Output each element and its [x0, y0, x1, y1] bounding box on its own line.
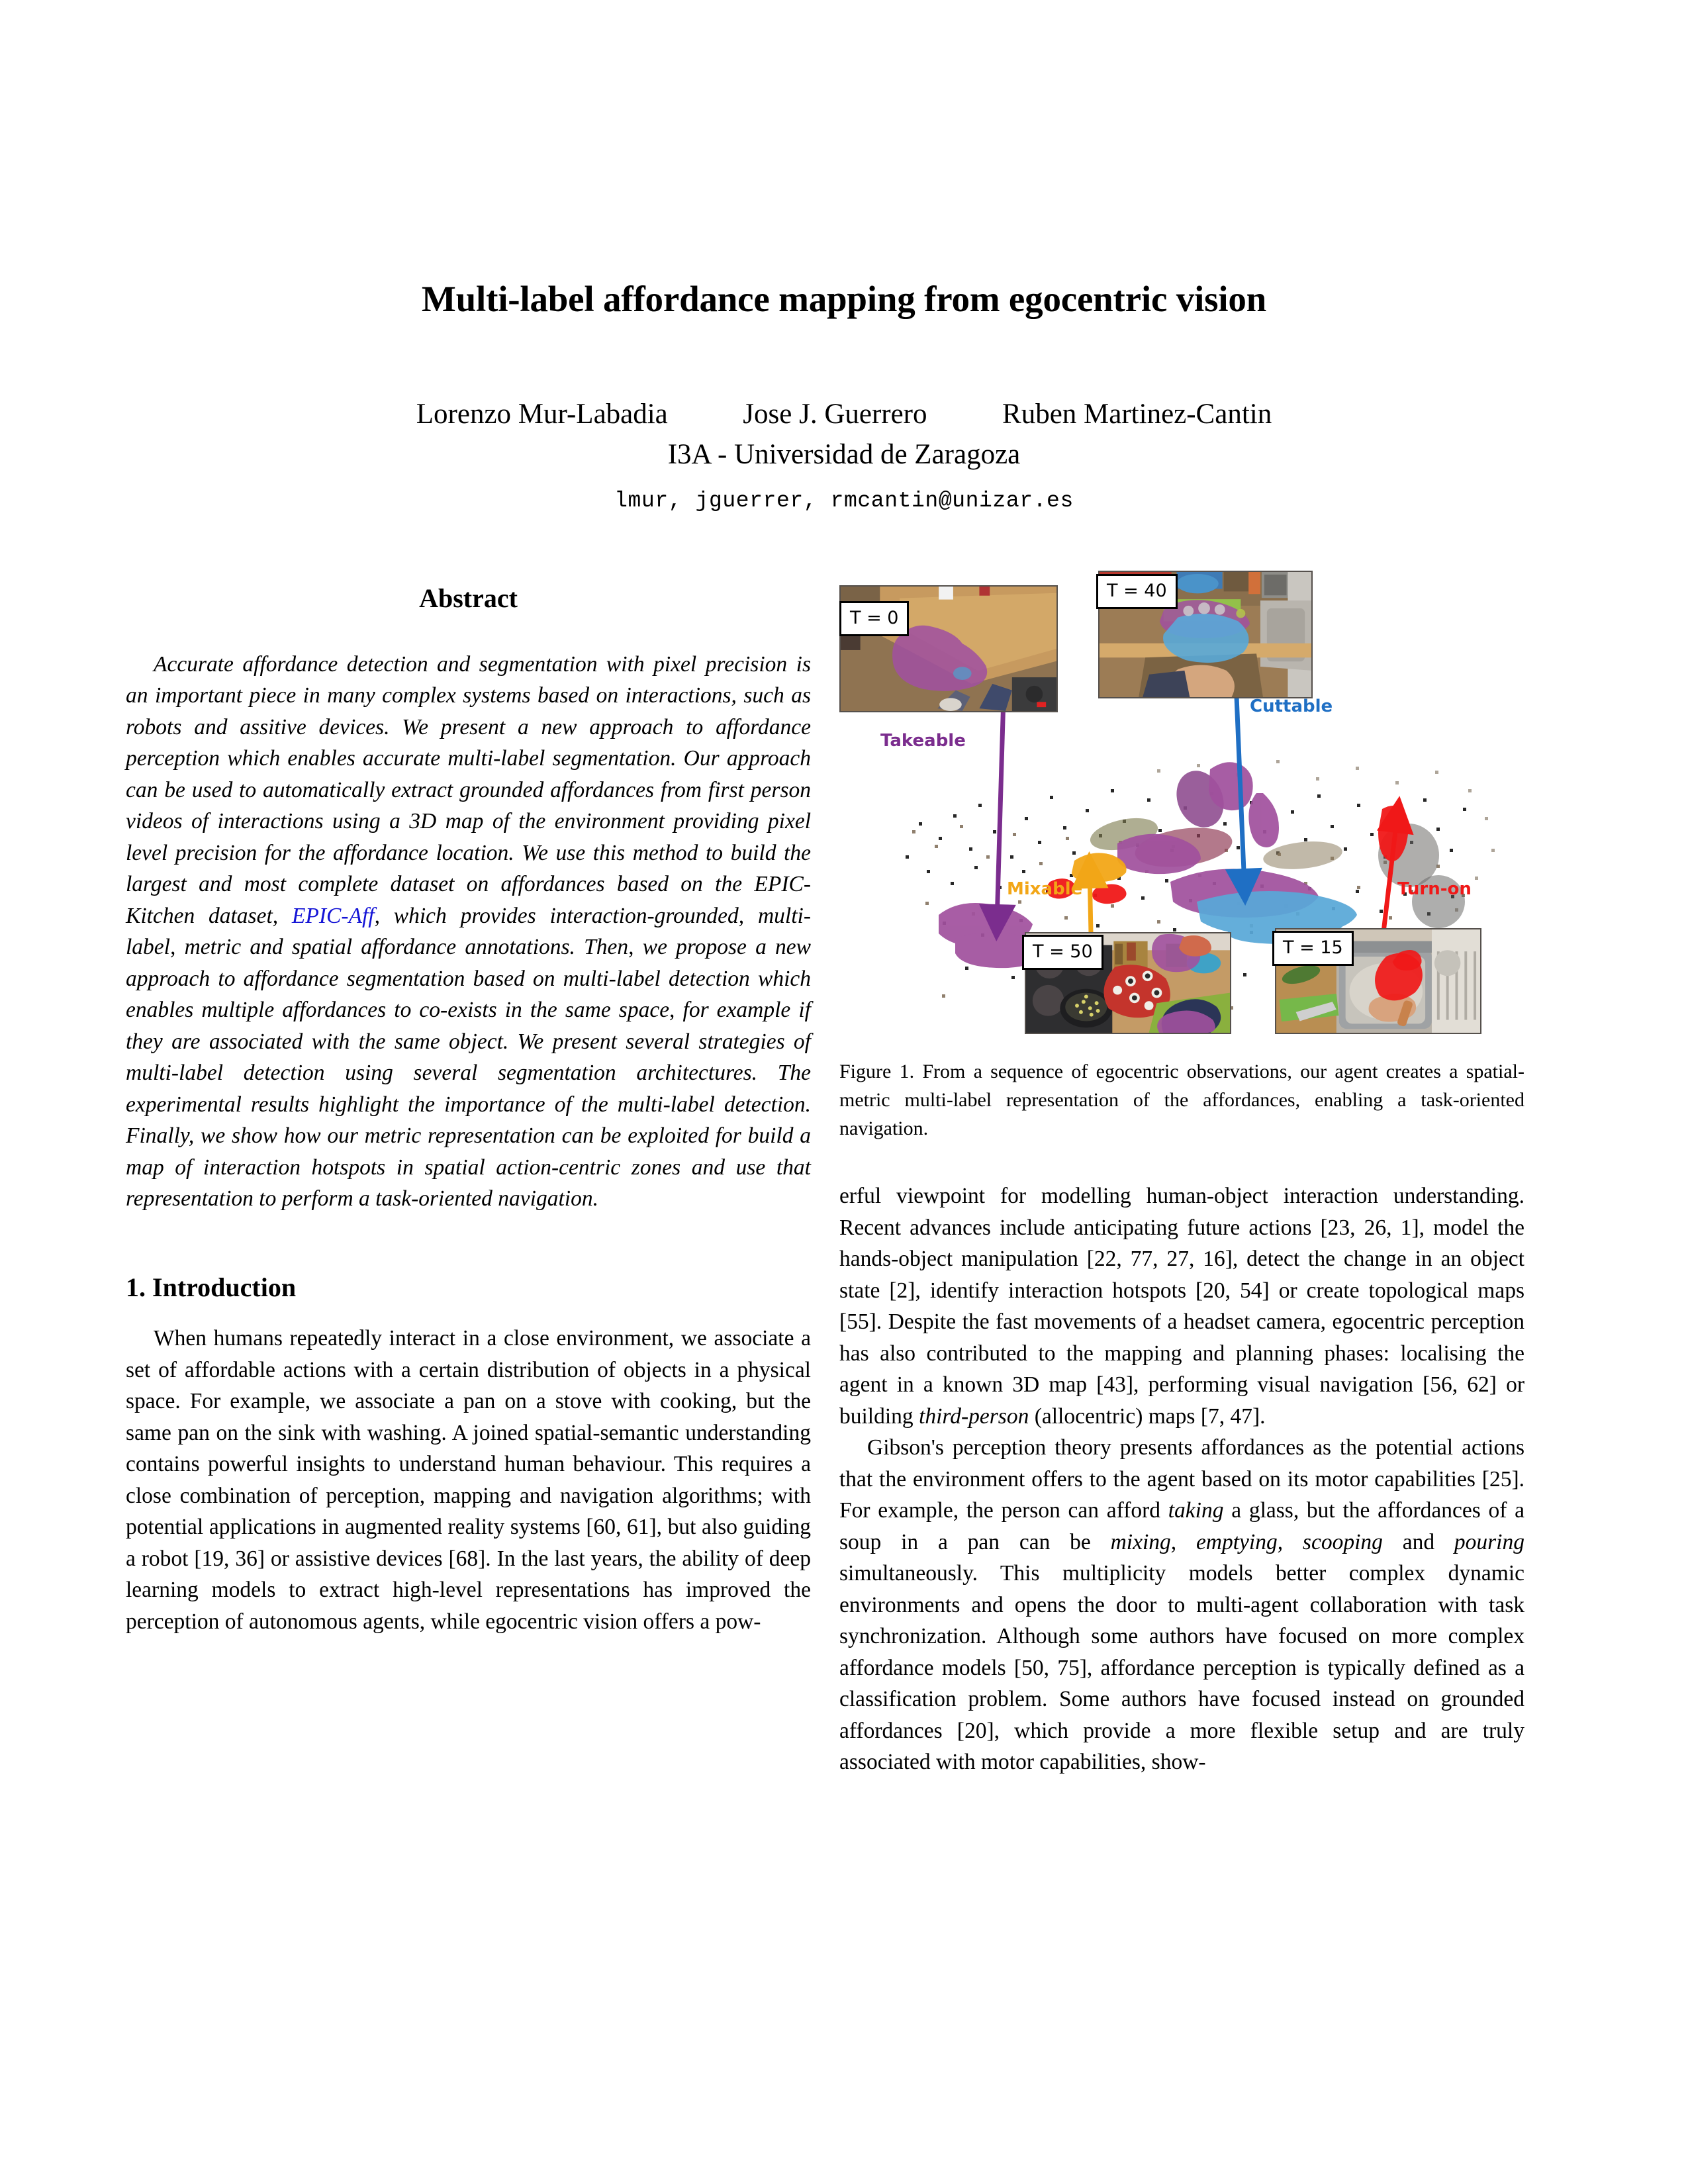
intro-p1-cont-end: (allocentric) maps [7, 47].	[1029, 1403, 1266, 1429]
epic-aff-link[interactable]: EPIC-Aff	[291, 903, 375, 928]
abstract-body	[126, 649, 811, 1215]
frame-t40-badge: T = 40	[1096, 574, 1178, 609]
intro-p2-b: a glass, but the affordances of a soup in a pan can be	[839, 1498, 1524, 1554]
intro-p1-italic-term: third-person	[919, 1403, 1029, 1429]
frame-t15-badge: T = 15	[1272, 931, 1354, 966]
intro-p2-italic-actions: mixing, emptying, scooping	[1110, 1529, 1383, 1554]
author-3: Ruben Martinez-Cantin	[1002, 399, 1272, 430]
intro-paragraph-1: When humans repeatedly interact in a close environment, we associate a set of affordable actions with a certain distribution of objects in a physical space. For example, we associate a pan on a stove with cooking, but the same pan on the sink with washing. A joined spatial-semantic understanding contains powerful insights to understand human behaviour. This requires a close combination of perception, mapping and navigation algorithms; with potential applications in augmented reality systems [60, 61], but also guiding a robot [19, 36] or assistive devices [68]. In the last years, the ability of deep learning models to extract high-level representations has improved the perception of autonomous agents, while egocentric vision offers a pow-	[126, 1326, 811, 1634]
author-2: Jose J. Guerrero	[743, 399, 927, 430]
label-cuttable: Cuttable	[1250, 696, 1333, 716]
figure-1-caption: Figure 1. From a sequence of egocentric observations, our agent creates a spatial-metric multi-label representation of the affordances, enabling a task-oriented navigation.	[839, 1061, 1524, 1139]
label-takeable: Takeable	[880, 731, 966, 751]
left-column	[126, 583, 811, 1637]
right-column	[839, 1180, 1524, 1778]
title-block	[132, 278, 1556, 513]
intro-p2-italic-pouring: pouring	[1454, 1529, 1524, 1554]
abstract-text-part1: Accurate affordance detection and segmentation with pixel precision is an important piece in many complex systems based on interactions, such as robots and assitive devices. We present a new approach to affordance perception which enables accurate multi-label segmentation. Our approach can be used to automatically extract grounded affordances from first person videos of interactions using a 3D map of the environment providing pixel level precision for the affordance location. We use this method to build the largest and most complete dataset on affordances based on the EPIC-Kitchen dataset,	[126, 651, 811, 928]
intro-paragraph-1-continued	[839, 1180, 1524, 1432]
arrow-takeable	[997, 696, 1004, 923]
intro-p2-a: Gibson's perception theory presents affordances as the potential actions that the environment offers to the agent based on its motor capabilities [25]. For example, the person can afford	[839, 1435, 1524, 1523]
intro-p1-cont-text: erful viewpoint for modelling human-object interaction understanding. Recent advances include anticipating future actions [23, 26, 1], model the hands-object manipulation [22, 77, 27, 16], detect the change in an object state [2], identify interaction hotspots [20, 54] or create topological maps [55]. Despite the fast movements of a headset camera, egocentric perception has also contributed to the mapping and planning phases: localising the agent in a known 3D map [43], performing visual navigation [56, 62] or building	[839, 1184, 1524, 1429]
page-title: Multi-label affordance mapping from egocentric vision	[421, 279, 1267, 319]
affiliation: I3A - Universidad de Zaragoza	[667, 439, 1021, 470]
author-1: Lorenzo Mur-Labadia	[416, 399, 668, 430]
figure-1	[839, 571, 1524, 1034]
intro-p2-c: and	[1382, 1529, 1454, 1554]
abstract-heading: Abstract	[419, 583, 518, 613]
author-emails: lmur, jguerrer, rmcantin@unizar.es	[614, 488, 1074, 513]
frame-t50-badge: T = 50	[1022, 935, 1103, 970]
label-turn-on: Turn-on	[1397, 879, 1472, 899]
intro-paragraph-2	[839, 1432, 1524, 1778]
section-heading-introduction: 1. Introduction	[126, 1272, 297, 1302]
abstract-text-part2: , which provides interaction-grounded, multi-label, metric and spatial affordance annotations. Then, we propose a new approach to affordance segmentation based on multi-label detection which enables multiple affordances to co-exists in the same space, for example if they are associated with the same object. We present several strategies of multi-label detection using several segmentation architectures. The experimental results highlight the importance of the multi-label detection. Finally, we show how our metric representation can be exploited for build a map of interaction hotspots in spatial action-centric zones and use that representation to perform a task-oriented navigation.	[126, 903, 811, 1211]
frame-t0-badge: T = 0	[839, 601, 909, 636]
intro-p2-italic-taking: taking	[1168, 1498, 1224, 1523]
label-mixable: Mixable	[1007, 879, 1083, 899]
intro-p2-d: simultaneously. This multiplicity models better complex dynamic environments and opens the door to multi-agent collaboration with task synchronization. Although some authors have focused on more complex affordance models [50, 75], affordance perception is typically defined as a classification problem. Some authors have focused instead on grounded affordances [20], which provide a more flexible setup and are truly associated with motor capabilities, show-	[839, 1561, 1524, 1774]
figure-canvas	[839, 571, 1524, 1034]
author-list	[132, 396, 1556, 434]
